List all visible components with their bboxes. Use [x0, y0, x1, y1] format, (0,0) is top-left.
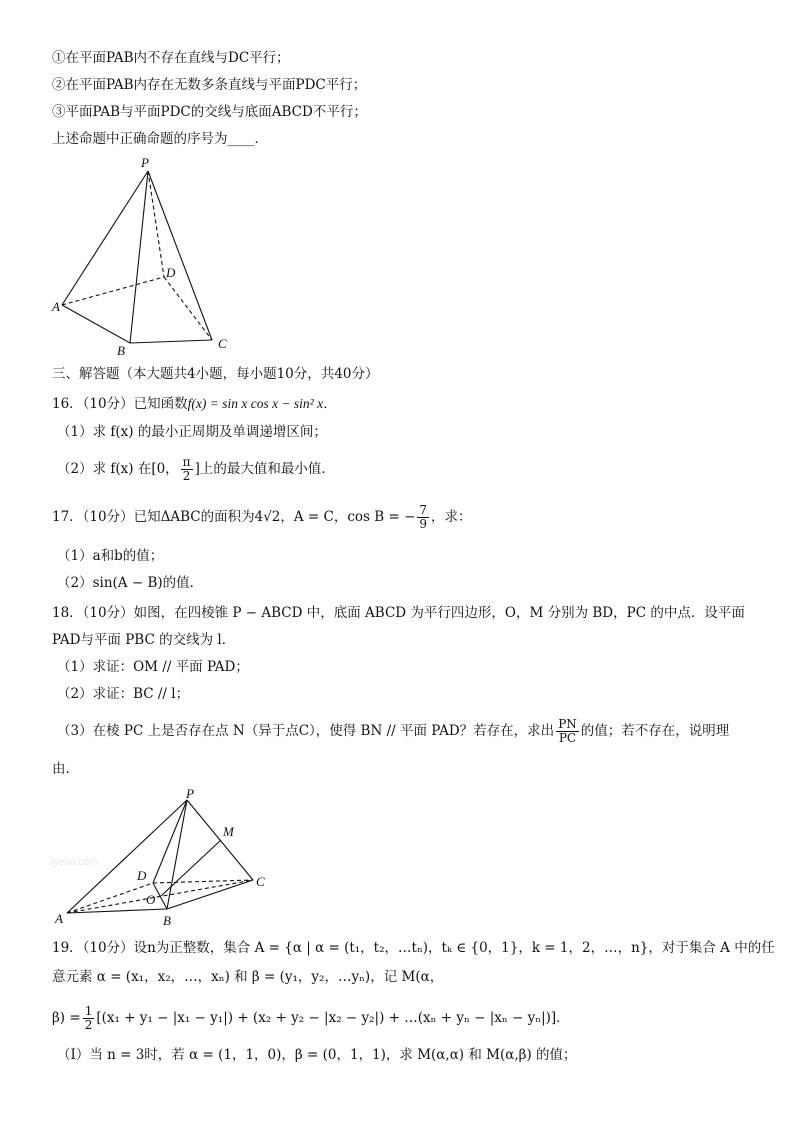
label-a: A	[52, 299, 60, 314]
label-a: A	[55, 911, 63, 926]
q17-part2: （2）sin(A − B)的值．	[57, 575, 204, 591]
edge-dc	[164, 277, 212, 340]
q16-stem: 16．（10分）已知函数f(x) = sin x cos x − sin² x．	[52, 396, 337, 412]
edge-ab	[62, 305, 130, 343]
q18-part2: （2）求证：BC // l；	[57, 686, 190, 702]
label-b: B	[117, 343, 125, 358]
edge-pa	[62, 171, 148, 305]
edge-dc	[153, 880, 253, 883]
q19-part1: （Ⅰ）当 n = 3时，若 α = (1，1，0)，β = (0，1，1)，求 M(α,α) 和 M(α,β) 的值；	[57, 1047, 577, 1063]
q16-part1: （1）求 f(x) 的最小正周期及单调递增区间；	[57, 424, 327, 440]
label-d: D	[137, 868, 147, 883]
q18-stem-line2: PAD与平面 PBC 的交线为 l．	[52, 632, 236, 648]
edge-pc	[148, 171, 212, 340]
label-o: O	[146, 892, 156, 907]
label-m: M	[223, 824, 234, 839]
label-p: P	[186, 786, 194, 801]
pyramid-figure-2	[45, 785, 285, 930]
section-3-header: 三、解答题（本大题共4小题，每小题10分，共40分）	[52, 366, 379, 382]
q18-stem-line1: 18．（10分）如图，在四棱锥 P − ABCD 中，底面 ABCD 为平行四边形，O，M 分别为 BD，PC 的中点．设平面	[52, 605, 745, 621]
label-d: D	[166, 265, 176, 280]
watermark: Jyeoo.com	[49, 857, 98, 868]
q16-part2: （2）求 f(x) 在[0， $\frac{\pi}{2}$ ]上的最大值和最小值．	[57, 455, 335, 483]
edge-ab	[67, 909, 167, 913]
label-c: C	[256, 874, 265, 889]
q19-stem-line1: 19．（10分）设n为正整数，集合 A = {α | α = (t₁，t₂，…tₙ)，tₖ ∈ {0，1}，k = 1，2，…，n}，对于集合 A 中的任	[52, 940, 775, 956]
edge-ad	[67, 883, 153, 913]
q19-stem-line3: β) = $\frac{1}{2}$ [(x₁ + y₁ − |x₁ − y₁|) + (x₂ + y₂ − |x₂ − y₂|) + …(xₙ + yₙ − |xₙ − yₙ|)]．	[52, 1004, 570, 1032]
edge-pc	[187, 800, 253, 880]
q18-part3: （3）在棱 PC 上是否存在点 N（异于点C），使得 BN // 平面 PAD？若存在，求出 $\frac{PN}{PC}$ 的值；若不存在，说明理	[57, 717, 730, 745]
proposition-3: ③平面PAB与平面PDC的交线与底面ABCD不平行；	[52, 104, 367, 120]
edge-pd	[148, 171, 164, 277]
segment-ac	[67, 880, 253, 913]
q17-part1: （1）a和b的值；	[57, 548, 164, 564]
q19-stem-line2: 意元素 α = (x₁，x₂，…，xₙ) 和 β = (y₁，y₂，…yₙ)，记 M(α，	[52, 969, 444, 985]
q18-part1: （1）求证：OM // 平面 PAD；	[57, 659, 249, 675]
edge-bc	[167, 880, 253, 909]
edge-pb	[130, 171, 148, 343]
proposition-2: ②在平面PAB内存在无数多条直线与平面PDC平行；	[52, 77, 367, 93]
label-c: C	[218, 336, 227, 351]
q17-stem: 17．（10分）已知ΔABC的面积为4√2，A = C，cos B = − $\frac{7}{9}$ ，求：	[52, 503, 472, 531]
proposition-1: ①在平面PAB内不存在直线与DC平行；	[52, 50, 290, 66]
edge-pd	[153, 800, 187, 883]
answer-prompt: 上述命题中正确命题的序号为____．	[52, 131, 268, 147]
edge-bc	[130, 340, 212, 343]
pyramid-figure-1	[40, 155, 250, 360]
label-p: P	[141, 155, 149, 170]
label-b: B	[163, 913, 171, 928]
q18-part3-end: 由．	[52, 761, 79, 777]
